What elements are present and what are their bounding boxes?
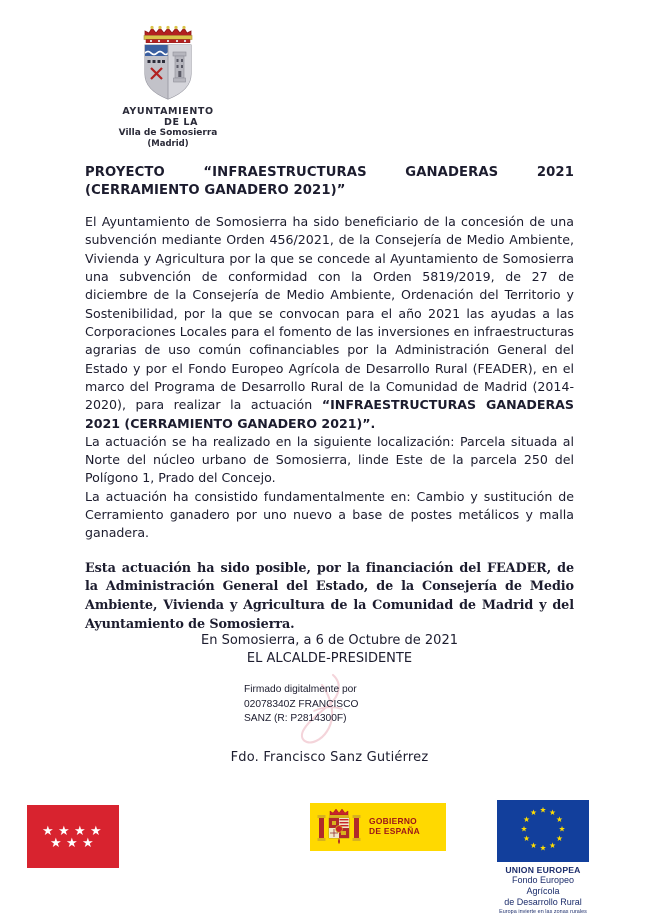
spain-text-line-1: GOBIERNO (369, 816, 418, 827)
somosierra-coat-of-arms-icon (135, 22, 201, 102)
digital-signature-line-3: SANZ (R: P2814300F) (244, 713, 347, 725)
spain-coat-of-arms-icon (316, 807, 362, 847)
paragraph-grant-project-name: “INFRAESTRUCTURAS GANADERAS 2021 (CERRAMIENTO GANADERO 2021)”. (85, 397, 574, 431)
paragraph-works-description: La actuación ha consistido fundamentalmente en: Cambio y sustitución de Cerramiento ganadero por uno nuevo a base de postes metálicos y malla ganadera. (85, 488, 574, 541)
signature-block (85, 632, 574, 765)
gobierno-de-espana-text (369, 817, 420, 837)
page-title: PROYECTO “INFRAESTRUCTURAS GANADERAS 2021 (CERRAMIENTO GANADERO 2021)” (85, 165, 574, 198)
european-union-logo (497, 800, 589, 915)
gobierno-de-espana-logo-icon (310, 803, 446, 851)
eu-text-line-4: Europa invierte en las zonas rurales (499, 908, 587, 915)
entity-line-3: Villa de Somosierra (118, 128, 218, 139)
digital-signature-area (85, 683, 574, 735)
entity-line-4: (Madrid) (147, 139, 189, 150)
eu-text-line-3: de Desarrollo Rural (504, 896, 582, 907)
spain-text-line-2: DE ESPAÑA (369, 826, 420, 836)
signature-role: EL ALCALDE-PRESIDENTE (246, 650, 413, 666)
document-body (85, 164, 574, 634)
paragraph-grant-text: El Ayuntamiento de Somosierra ha sido beneficiario de la concesión de una subvención mediante Orden 456/2021, de la Consejería de Medio Ambiente, Vivienda y Agricultura por la que se concede al Ayuntamiento de Somosierra una subvención de conformidad con la Orden 5819/2019, de 27 de diciembre de la Consejería de Medio Ambiente, Ordenación del Territorio y Sostenibilidad, por la que se convocan para el año 2021 las ayudas a las Corporaciones Locales para el fomento de las inversiones en infraestructuras agrarias de uso común cofinanciables por la Administración General del Estado y por el Fondo Europeo Agrícola de Desarrollo Rural (FEADER), en el marco del Programa de Desarrollo Rural de la Comunidad de Madrid (2014-2020), para realizar la actuación (85, 214, 574, 413)
paragraph-location: La actuación se ha realizado en la siguiente localización: Parcela situada al Norte del núcleo urbano de Somosierra, linde Este de la parcela 250 del Polígono 1, Prado del Concejo. (85, 433, 574, 486)
eu-text-line-1: UNION EUROPEA (505, 865, 581, 875)
paragraph-grant-description (85, 213, 574, 433)
digital-signature-line-2: 02078340Z FRANCISCO (244, 698, 359, 710)
european-union-flag-icon (497, 800, 589, 862)
footer-logos (0, 795, 651, 915)
signature-place-date: En Somosierra, a 6 de Octubre de 2021 (201, 633, 458, 648)
european-union-text (497, 865, 589, 915)
signed-by-name: Fdo. Francisco Sanz Gutiérrez (230, 750, 429, 766)
paragraph-funding-statement: Esta actuación ha sido posible, por la financiación del FEADER, de la Administración General del Estado, de la Consejería de Medio Ambiente, Vivienda y Agricultura de la Comunidad de Madrid y del Ayuntamiento de Somosierra. (85, 560, 574, 632)
letterhead (73, 22, 263, 149)
comunidad-de-madrid-flag-icon: ★ ★ ★ ★ ★ ★ ★ (27, 805, 119, 868)
digital-signature-text (244, 683, 358, 726)
eu-text-line-2: Fondo Europeo Agrícola (511, 875, 575, 896)
entity-line-1: AYUNTAMIENTO (122, 106, 214, 117)
comunidad-de-madrid-logo (27, 805, 119, 868)
entity-name-block (73, 106, 263, 149)
digital-signature-line-1: Firmado digitalmente por (244, 684, 357, 696)
entity-line-2: DE LA (163, 117, 199, 129)
